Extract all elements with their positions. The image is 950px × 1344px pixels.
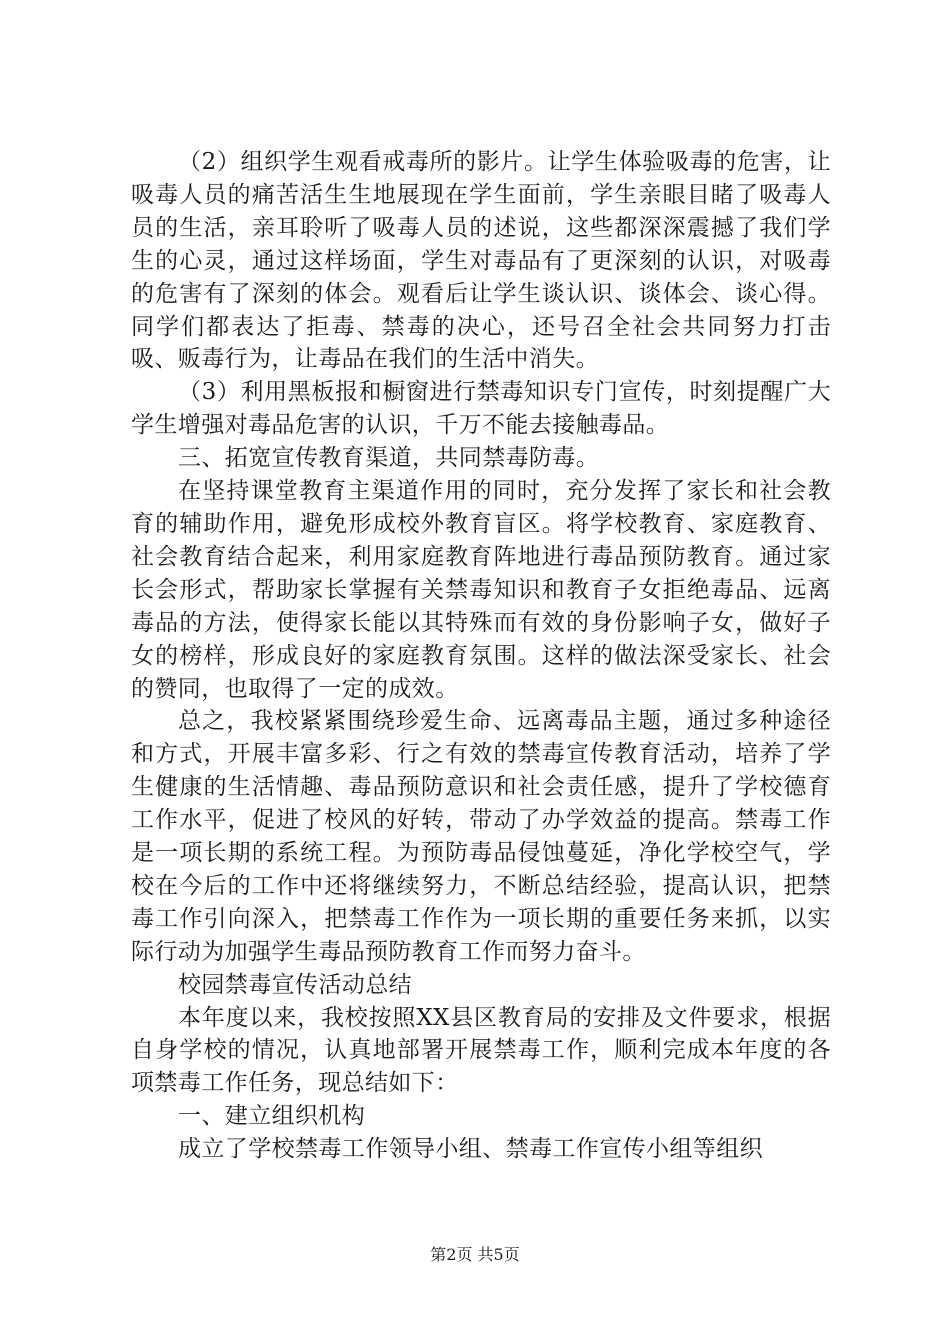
paragraph-intro: 本年度以来，我校按照XX县区教育局的安排及文件要求，根据自身学校的情况，认真地部署开展禁毒工作，顺利完成本年度的各项禁毒工作任务，现总结如下： — [131, 1004, 831, 1097]
paragraph-summary: 总之，我校紧紧围绕珍爱生命、远离毒品主题，通过多种途径和方式，开展丰富多彩、行之有效的禁毒宣传教育活动，培养了学生健康的生活情趣、毒品预防意识和社会责任感，提升了学校德育工作水平，促进了校风的好转，带动了办学效益的提高。禁毒工作是一项长期的系统工程。为预防毒品侵蚀蔓延，净化学校空气，学校在今后的工作中还将继续努力，不断总结经验，提高认识，把禁毒工作引向深入，把禁毒工作作为一项长期的重要任务来抓，以实际行动为加强学生毒品预防教育工作而努力奋斗。 — [131, 708, 831, 965]
document-subtitle: 校园禁毒宣传活动总结 — [178, 971, 412, 998]
page-number-footer: 第2页 共5页 — [430, 1245, 520, 1264]
section-heading-one: 一、建立组织机构 — [178, 1103, 366, 1130]
section-heading-three: 三、拓宽宣传教育渠道，共同禁毒防毒。 — [178, 445, 600, 472]
paragraph-item-2: （2）组织学生观看戒毒所的影片。让学生体验吸毒的危害，让吸毒人员的痛苦活生生地展现在学生面前，学生亲眼目睹了吸毒人员的生活，亲耳聆听了吸毒人员的述说，这些都深深震撼了我们学生的心灵，通过这样场面，学生对毒品有了更深刻的认识，对吸毒的危害有了深刻的体会。观看后让学生谈认识、谈体会、谈心得。同学们都表达了拒毒、禁毒的决心，还号召全社会共同努力打击吸、贩毒行为，让毒品在我们的生活中消失。 — [131, 149, 831, 373]
document-body — [131, 146, 831, 1166]
paragraph-family-education: 在坚持课堂教育主渠道作用的同时，充分发挥了家长和社会教育的辅助作用，避免形成校外教育盲区。将学校教育、家庭教育、社会教育结合起来，利用家庭教育阵地进行毒品预防教育。通过家长会形式，帮助家长掌握有关禁毒知识和教育子女拒绝毒品、远离毒品的方法，使得家长能以其特殊而有效的身份影响子女，做好子女的榜样，形成良好的家庭教育氛围。这样的做法深受家长、社会的赞同，也取得了一定的成效。 — [131, 478, 831, 702]
paragraph-organization: 成立了学校禁毒工作领导小组、禁毒工作宣传小组等组织 — [178, 1136, 763, 1163]
paragraph-item-3: （3）利用黑板报和橱窗进行禁毒知识专门宣传，时刻提醒广大学生增强对毒品危害的认识，千万不能去接触毒品。 — [131, 379, 831, 439]
